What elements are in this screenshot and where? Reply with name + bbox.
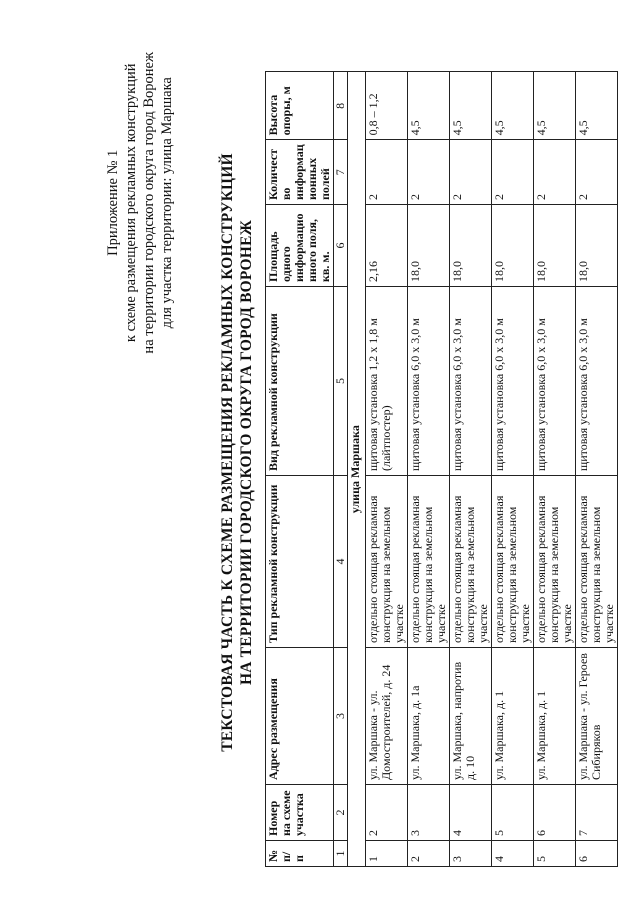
cell-fields: 2 [366,140,408,205]
appendix-line: к схеме размещения рекламных конструкций [123,63,139,343]
cell-type: отдельно стоящая рекламная конструкция на земельном участке [576,476,618,648]
cell-area: 18,0 [450,205,492,287]
table-row [408,72,450,867]
cell-scheme-number: 7 [576,785,618,841]
column-number: 8 [334,72,348,140]
cell-index: 5 [534,841,576,867]
appendix-note [104,52,176,354]
cell-area: 18,0 [408,205,450,287]
cell-kind: щитовая установка 6,0 х 3,0 м [408,287,450,476]
cell-type: отдельно стоящая рекламная конструкция на земельном участке [408,476,450,648]
cell-address: ул. Маршака, д. 1 [534,648,576,785]
header-cell: Вид рекламной конструкции [266,287,334,476]
cell-index: 6 [576,841,618,867]
cell-type: отдельно стоящая рекламная конструкция на земельном участке [492,476,534,648]
cell-scheme-number: 2 [366,785,408,841]
cell-type: отдельно стоящая рекламная конструкция на земельном участке [534,476,576,648]
column-number: 3 [334,648,348,785]
document-title [218,0,256,905]
appendix-line: Приложение № 1 [105,149,121,256]
cell-fields: 2 [576,140,618,205]
column-number: 7 [334,140,348,205]
header-cell: Высота опоры, м [266,72,334,140]
cell-height: 4,5 [576,72,618,140]
cell-scheme-number: 5 [492,785,534,841]
table-row [366,72,408,867]
header-cell: Адрес размещения [266,648,334,785]
section-title: улица Маршака [348,72,366,867]
cell-fields: 2 [492,140,534,205]
cell-address: ул. Маршака, д. 1а [408,648,450,785]
cell-index: 1 [366,841,408,867]
table-row [534,72,576,867]
cell-type: отдельно стоящая рекламная конструкция на земельном участке [450,476,492,648]
cell-kind: щитовая установка 6,0 х 3,0 м [450,287,492,476]
cell-index: 4 [492,841,534,867]
cell-height: 4,5 [408,72,450,140]
header-cell: № п/п [266,841,334,867]
cell-kind: щитовая установка 6,0 х 3,0 м [534,287,576,476]
cell-fields: 2 [450,140,492,205]
table-row [576,72,618,867]
header-cell: Тип рекламной конструкции [266,476,334,648]
cell-area: 18,0 [576,205,618,287]
cell-address: ул. Маршака, напротив д. 10 [450,648,492,785]
table-row [492,72,534,867]
header-cell: Площадь одного информацио нного поля, кв. м. [266,205,334,287]
title-line: ТЕКСТОВАЯ ЧАСТЬ К СХЕМЕ РАЗМЕЩЕНИЯ РЕКЛАМНЫХ КОНСТРУКЦИЙ [219,153,236,752]
cell-kind: щитовая установка 6,0 х 3,0 м [576,287,618,476]
cell-fields: 2 [534,140,576,205]
cell-scheme-number: 3 [408,785,450,841]
title-line: НА ТЕРРИТОРИИ ГОРОДСКОГО ОКРУГА ГОРОД ВОРОНЕЖ [238,219,255,686]
ad-structures-table [265,71,618,867]
table-header-row [266,72,334,867]
cell-area: 2,16 [366,205,408,287]
cell-area: 18,0 [492,205,534,287]
table-row [450,72,492,867]
cell-height: 4,5 [492,72,534,140]
cell-height: 4,5 [534,72,576,140]
column-number: 4 [334,476,348,648]
header-cell: Количест во информац ионных полей [266,140,334,205]
cell-index: 3 [450,841,492,867]
column-number: 5 [334,287,348,476]
cell-height: 0,8 – 1,2 [366,72,408,140]
cell-address: ул. Маршака, д. 1 [492,648,534,785]
cell-area: 18,0 [534,205,576,287]
appendix-line: для участка территории: улица Маршака [159,77,175,329]
cell-scheme-number: 4 [450,785,492,841]
section-row [348,72,366,867]
cell-kind: щитовая установка 1,2 х 1,8 м (лайтпостер) [366,287,408,476]
column-number: 6 [334,205,348,287]
cell-height: 4,5 [450,72,492,140]
appendix-line: на территории городского округа город Воронеж [141,52,157,354]
column-number: 2 [334,785,348,841]
cell-type: отдельно стоящая рекламная конструкция на земельном участке [366,476,408,648]
cell-kind: щитовая установка 6,0 х 3,0 м [492,287,534,476]
cell-fields: 2 [408,140,450,205]
cell-address: ул. Маршака - ул. Домостроителей, д. 24 [366,648,408,785]
cell-index: 2 [408,841,450,867]
header-cell: Номер на схеме участка [266,785,334,841]
column-number: 1 [334,841,348,867]
cell-scheme-number: 6 [534,785,576,841]
cell-address: ул. Маршака - ул. Героев Сибиряков [576,648,618,785]
column-number-row [334,72,348,867]
